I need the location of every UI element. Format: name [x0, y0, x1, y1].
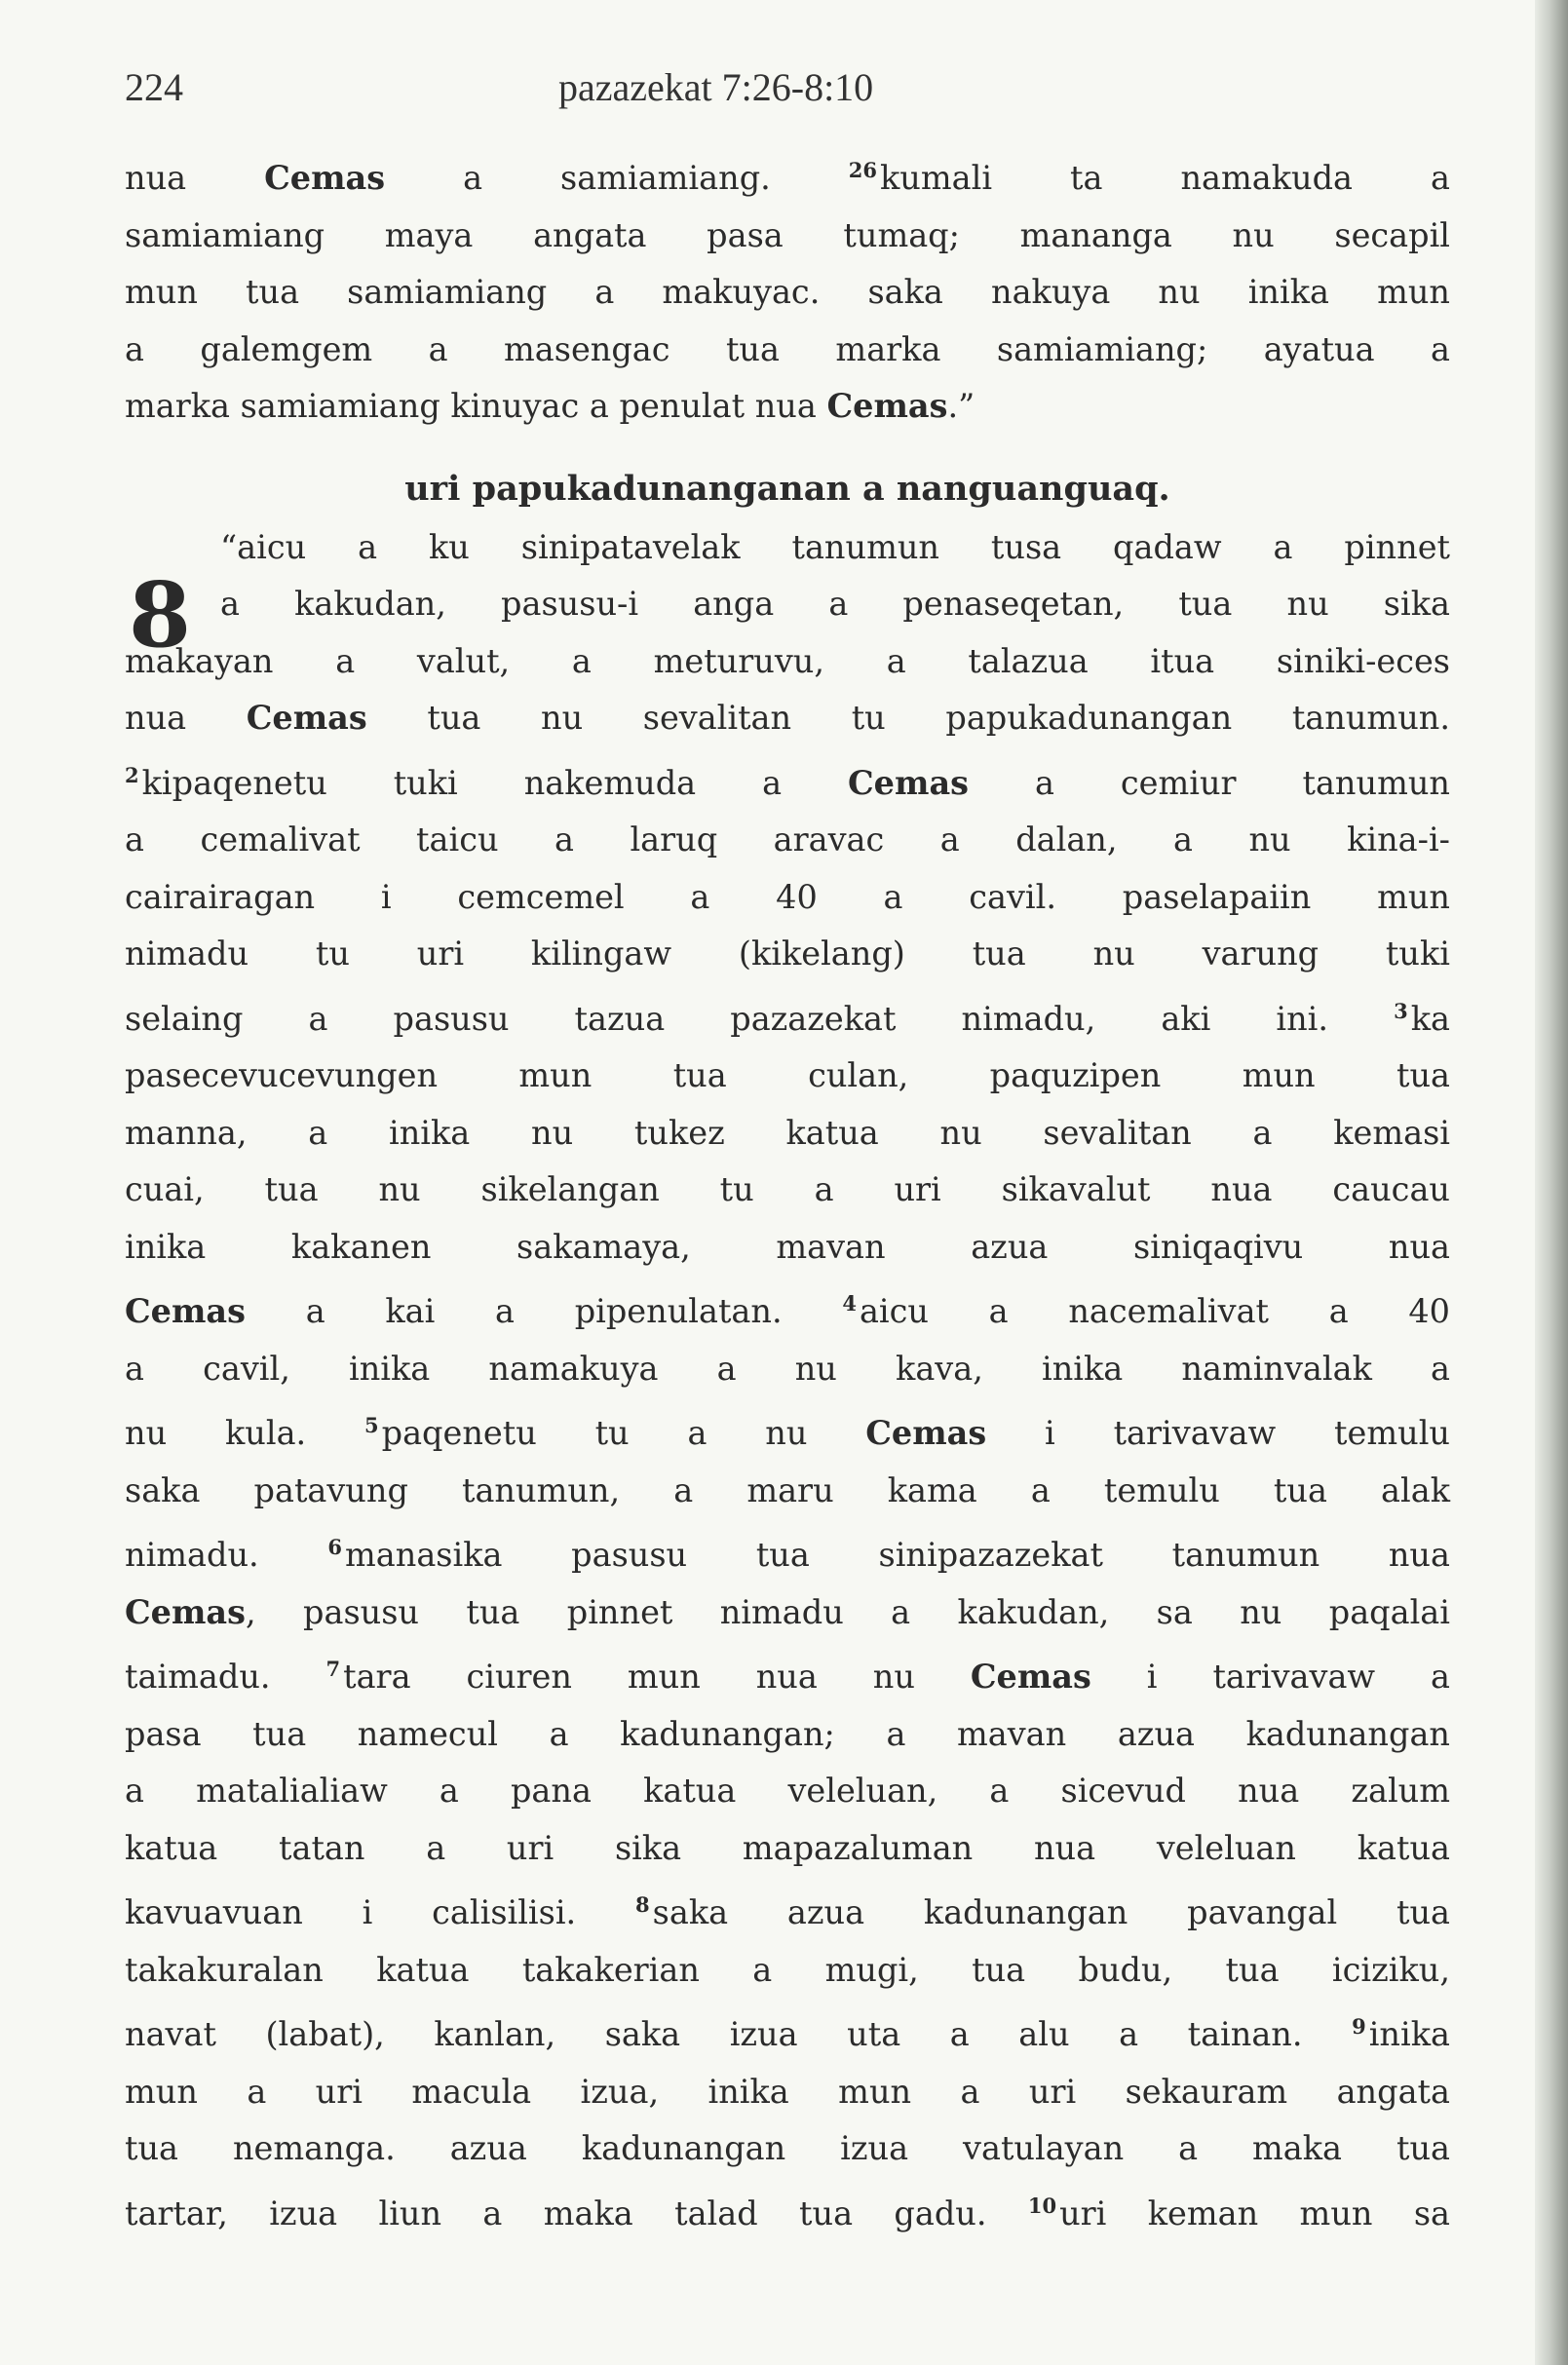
text-line	[125, 690, 1450, 747]
text-line: manna, a inika nu tukez katua nu sevalitan a kemasi	[125, 1113, 1450, 1152]
verse-number: 26	[848, 158, 877, 182]
text-line	[125, 1877, 1450, 1942]
running-title: pazazekat 7:26-8:10	[558, 65, 874, 109]
verse-number: 8	[635, 1892, 650, 1917]
verse-number: 5	[364, 1413, 379, 1437]
text-run: kipaqenetu tuki nakemuda a	[141, 763, 849, 802]
divine-name: Cemas	[826, 387, 948, 425]
text-run: nua	[125, 699, 247, 737]
text-line: katua tatan a uri sika mapazaluman nua veleluan katua	[125, 1828, 1450, 1867]
text-run: selaing a pasusu tazua pazazekat nimadu, aki ini.	[125, 999, 1395, 1038]
text-line: “aicu a ku sinipatavelak tanumun tusa qadaw a pinnet	[220, 527, 1450, 566]
text-run: tua nu sevalitan tu papukadunangan tanumun.	[366, 699, 1450, 737]
scripture-page	[125, 55, 1450, 2242]
text-line: cairairagan i cemcemel a 40 a cavil. paselapaiin mun	[125, 877, 1450, 916]
text-line: a cemalivat taicu a laruq aravac a dalan, a nu kina-i-	[125, 820, 1450, 858]
text-run: a samiamiang.	[385, 159, 849, 197]
text-line: tua nemanga. azua kadunangan izua vatulayan a maka tua	[125, 2129, 1450, 2167]
text-run: aicu a nacemalivat a 40	[859, 1292, 1450, 1330]
verse-number: 3	[1394, 998, 1408, 1023]
text-line: takakuralan katua takakerian a mugi, tua budu, tua iciziku,	[125, 1950, 1450, 1989]
text-run: inika	[1368, 2015, 1450, 2053]
chapter-first-lines	[125, 519, 1450, 633]
chapter-number: 8	[129, 561, 192, 668]
verse-number: 10	[1027, 2193, 1057, 2218]
text-run: navat (labat), kanlan, saka izua uta a alu a tainan.	[125, 2015, 1353, 2053]
text-line	[125, 983, 1450, 1049]
text-line	[125, 1519, 1450, 1584]
text-line: mun a uri macula izua, inika mun a uri sekauram angata	[125, 2072, 1450, 2111]
text-line	[125, 2178, 1450, 2243]
text-run: a cemiur tanumun	[969, 763, 1450, 802]
text-line	[125, 1397, 1450, 1463]
divine-name: Cemas	[865, 1414, 987, 1452]
verse-number: 2	[125, 762, 139, 787]
verse-number: 9	[1352, 2014, 1366, 2039]
text-line	[125, 378, 1450, 436]
divine-name: Cemas	[848, 763, 970, 802]
running-head	[125, 55, 1450, 142]
text-line: nimadu tu uri kilingaw (kikelang) tua nu varung tuki	[125, 935, 1450, 973]
text-run: i tarivavaw a	[1090, 1658, 1450, 1696]
text-run: ka	[1410, 999, 1450, 1038]
text-line	[125, 1276, 1450, 1341]
text-line: a galemgem a masengac tua marka samiamiang; ayatua a	[125, 329, 1450, 368]
text-run: nua	[125, 159, 265, 197]
verse-number: 7	[325, 1657, 341, 1681]
text-run: kumali ta namakuda a	[880, 159, 1450, 197]
text-line: mun tua samiamiang a makuyac. saka nakuya nu inika mun	[125, 273, 1450, 311]
text-run: tara ciuren mun nua nu	[343, 1658, 971, 1696]
text-line: pasecevucevungen mun tua culan, paquzipen mun tua	[125, 1056, 1450, 1094]
divine-name: Cemas	[125, 1592, 246, 1631]
text-run: taimadu.	[125, 1658, 326, 1696]
text-run: a kai a pipenulatan.	[246, 1292, 843, 1330]
text-line: saka patavung tanumun, a maru kama a temulu tua alak	[125, 1470, 1450, 1509]
text-run: kavuavuan i calisilisi.	[125, 1893, 636, 1931]
verse-number: 4	[842, 1291, 857, 1316]
divine-name: Cemas	[125, 1292, 246, 1330]
text-run: marka samiamiang kinuyac a penulat nua	[125, 387, 827, 425]
divine-name: Cemas	[970, 1658, 1091, 1696]
text-line	[125, 1584, 1450, 1642]
text-run: uri keman mun sa	[1059, 2193, 1450, 2232]
text-run: tartar, izua liun a maka talad tua gadu.	[125, 2193, 1028, 2232]
verse-number: 6	[327, 1535, 343, 1559]
text-line: samiamiang maya angata pasa tumaq; mananga nu secapil	[125, 215, 1450, 254]
text-run: .”	[947, 387, 975, 425]
text-run: nu kula.	[125, 1414, 365, 1452]
paragraph-chapter-8-body	[125, 633, 1450, 2243]
divine-name: Cemas	[246, 699, 367, 737]
text-run: nimadu.	[125, 1536, 328, 1574]
text-line	[125, 1641, 1450, 1706]
text-line	[125, 142, 1450, 208]
text-run: , pasusu tua pinnet nimadu a kakudan, sa nu paqalai	[246, 1592, 1450, 1631]
text-line: a cavil, inika namakuya a nu kava, inika naminvalak a	[125, 1349, 1450, 1388]
text-line: a kakudan, pasusu-i anga a penaseqetan, tua nu sika	[220, 585, 1450, 623]
text-line	[125, 747, 1450, 813]
book-spine-edge	[1535, 0, 1568, 2365]
text-line: makayan a valut, a meturuvu, a talazua itua siniki-eces	[125, 641, 1450, 680]
text-run: saka azua kadunangan pavangal tua	[652, 1893, 1450, 1931]
page-number: 224	[125, 65, 183, 109]
paragraph-chapter-7-end	[125, 142, 1450, 436]
text-run: paqenetu tu a nu	[381, 1414, 866, 1452]
text-line	[125, 1999, 1450, 2064]
section-heading: uri papukadunanganan a nanguanguaq.	[404, 468, 1170, 509]
text-line: inika kakanen sakamaya, mavan azua siniqaqivu nua	[125, 1227, 1450, 1266]
text-run: i tarivavaw temulu	[986, 1414, 1450, 1452]
text-line: a matalialiaw a pana katua veleluan, a sicevud nua zalum	[125, 1772, 1450, 1810]
text-line: cuai, tua nu sikelangan tu a uri sikavalut nua caucau	[125, 1170, 1450, 1208]
divine-name: Cemas	[264, 159, 386, 197]
text-line: pasa tua namecul a kadunangan; a mavan azua kadunangan	[125, 1714, 1450, 1753]
text-run: manasika pasusu tua sinipazazekat tanumun nua	[345, 1536, 1450, 1574]
